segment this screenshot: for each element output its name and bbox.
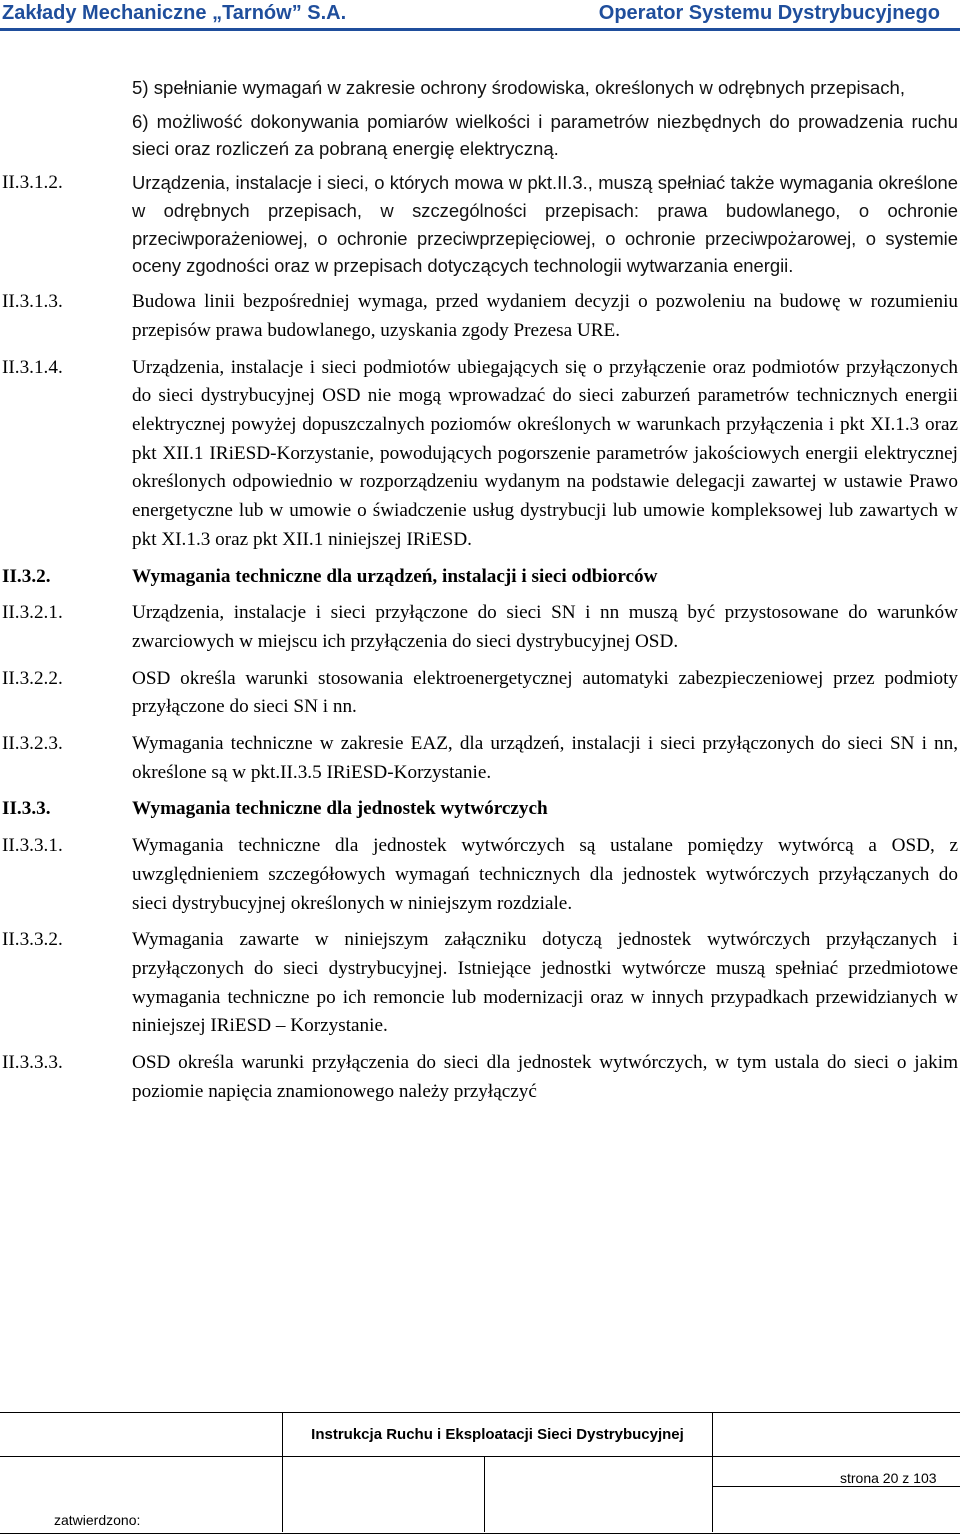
section-number: II.3.3.3. — [2, 1052, 63, 1074]
section — [0, 354, 960, 555]
section-text: Urządzenia, instalacje i sieci przyłączone do sieci SN i nn muszą być przystosowane do warunków zwarciowych w miejscu ich przyłączenia do sieci dystrybucyjnej OSD. — [132, 602, 958, 652]
section-text: Urządzenia, instalacje i sieci podmiotów ubiegających się o przyłączenie oraz podmiotów przyłączonych do sieci dystrybucyjnej OSD nie mogą wprowadzać do sieci zaburzeń parametrów technicznych energii elektrycznej powyżej dopuszczalnych poziomów określonych w warunkach przyłączenia i pkt XI.1.3 oraz pkt XII.1 IRiESD-Korzystanie, powodujących pogorszenie parametrów jakościowych energii elektrycznej określonych odpowiednio w rozporządzeniu wydanym na podstawie delegacji zawartej w ustawie Prawo energetyczne lub w umowie o świadczenie usług dystrybucji lub umowie kompleksowej lub zawartych w pkt XI.1.3 oraz pkt XII.1 niniejszej IRiESD. — [132, 356, 958, 550]
section-number: II.3.2.3. — [2, 733, 63, 755]
section-number: II.3.3. — [2, 798, 51, 820]
section-number: II.3.1.3. — [2, 291, 63, 313]
section — [0, 288, 960, 345]
section — [0, 1049, 960, 1106]
list-item: 6) możliwość dokonywania pomiarów wielkości i parametrów niezbędnych do prowadzenia ruchu sieci oraz rozliczeń za pobraną energię elektryczną. — [132, 111, 958, 159]
section-number: II.3.2.2. — [2, 667, 63, 689]
section-text: OSD określa warunki przyłączenia do sieci dla jednostek wytwórczych, w tym ustala do sieci o jakim poziomie napięcia znamionowego należy przyłączyć — [132, 1052, 958, 1102]
page-number: strona 20 z 103 — [840, 1470, 937, 1486]
section-text: Urządzenia, instalacje i sieci, o których mowa w pkt.II.3., muszą spełniać także wymagania określone w odrębnych przepisach, w szczególności przepisach: prawa budowlanego, o ochronie przeciwporażeniowej, o ochronie przeciwprzepięciowej, o ochronie przeciwpożarowej, o systemie oceny zgodności oraz w przepisach dotyczących technologii wytwarzania energii. — [132, 172, 958, 277]
section-number: II.3.3.2. — [2, 929, 63, 951]
company-name: Zakłady Mechaniczne „Tarnów” S.A. — [2, 2, 347, 24]
section — [0, 832, 960, 918]
section-text: Wymagania zawarte w niniejszym załączniku dotyczą jednostek wytwórczych przyłączanych i przyłączonych do sieci dystrybucyjnej. Istniejące jednostki wytwórcze muszą spełniać przedmiotowe wymagania techniczne po ich remoncie lub modernizacji oraz w innych przypadkach przewidzianych w niniejszej IRiESD – Korzystanie. — [132, 929, 958, 1037]
page-footer — [0, 1412, 960, 1534]
section-title: Wymagania techniczne dla jednostek wytwórczych — [132, 798, 548, 820]
section — [0, 169, 960, 280]
section — [0, 926, 960, 1041]
document-title: Instrukcja Ruchu i Eksploatacji Sieci Dystrybucyjnej — [311, 1426, 684, 1443]
section-text: Wymagania techniczne w zakresie EAZ, dla urządzeń, instalacji i sieci przyłączonych do sieci SN i nn, określone są w pkt.II.3.5 IRiESD-Korzystanie. — [132, 733, 958, 783]
section — [0, 599, 960, 656]
section-number: II.3.3.1. — [2, 835, 63, 857]
list-item: 5) spełnianie wymagań w zakresie ochrony środowiska, określonych w odrębnych przepisach, — [132, 77, 906, 98]
section-text: Budowa linii bezpośredniej wymaga, przed wydaniem decyzji o pozwoleniu na budowę w rozumieniu przepisów prawa budowlanego, uzyskania zgody Prezesa URE. — [132, 291, 958, 341]
header-rule — [0, 28, 960, 31]
section-title: Wymagania techniczne dla urządzeń, instalacji i sieci odbiorców — [132, 565, 658, 587]
section-text: Wymagania techniczne dla jednostek wytwórczych są ustalane pomiędzy wytwórcą a OSD, z uwzględnieniem szczegółowych wymagań technicznych dla jednostek wytwórczych przyłączanych do sieci dystrybucyjnej określonych w niniejszym rozdziale. — [132, 835, 958, 914]
document-body — [0, 74, 960, 1106]
section-number: II.3.1.4. — [2, 356, 63, 378]
section-text: OSD określa warunki stosowania elektroenergetycznej automatyki zabezpieczeniowej przez podmioty przyłączone do sieci SN i nn. — [132, 667, 958, 718]
section-number: II.3.2. — [2, 565, 51, 587]
section — [0, 730, 960, 787]
requirements-list — [0, 74, 960, 162]
approval-label: zatwierdzono: — [54, 1512, 141, 1528]
page-header — [0, 0, 960, 30]
section — [0, 665, 960, 722]
section-heading — [0, 563, 960, 592]
section-heading — [0, 795, 960, 824]
section-number: II.3.2.1. — [2, 602, 63, 624]
operator-name: Operator Systemu Dystrybucyjnego — [598, 2, 940, 24]
section-number: II.3.1.2. — [2, 172, 63, 193]
